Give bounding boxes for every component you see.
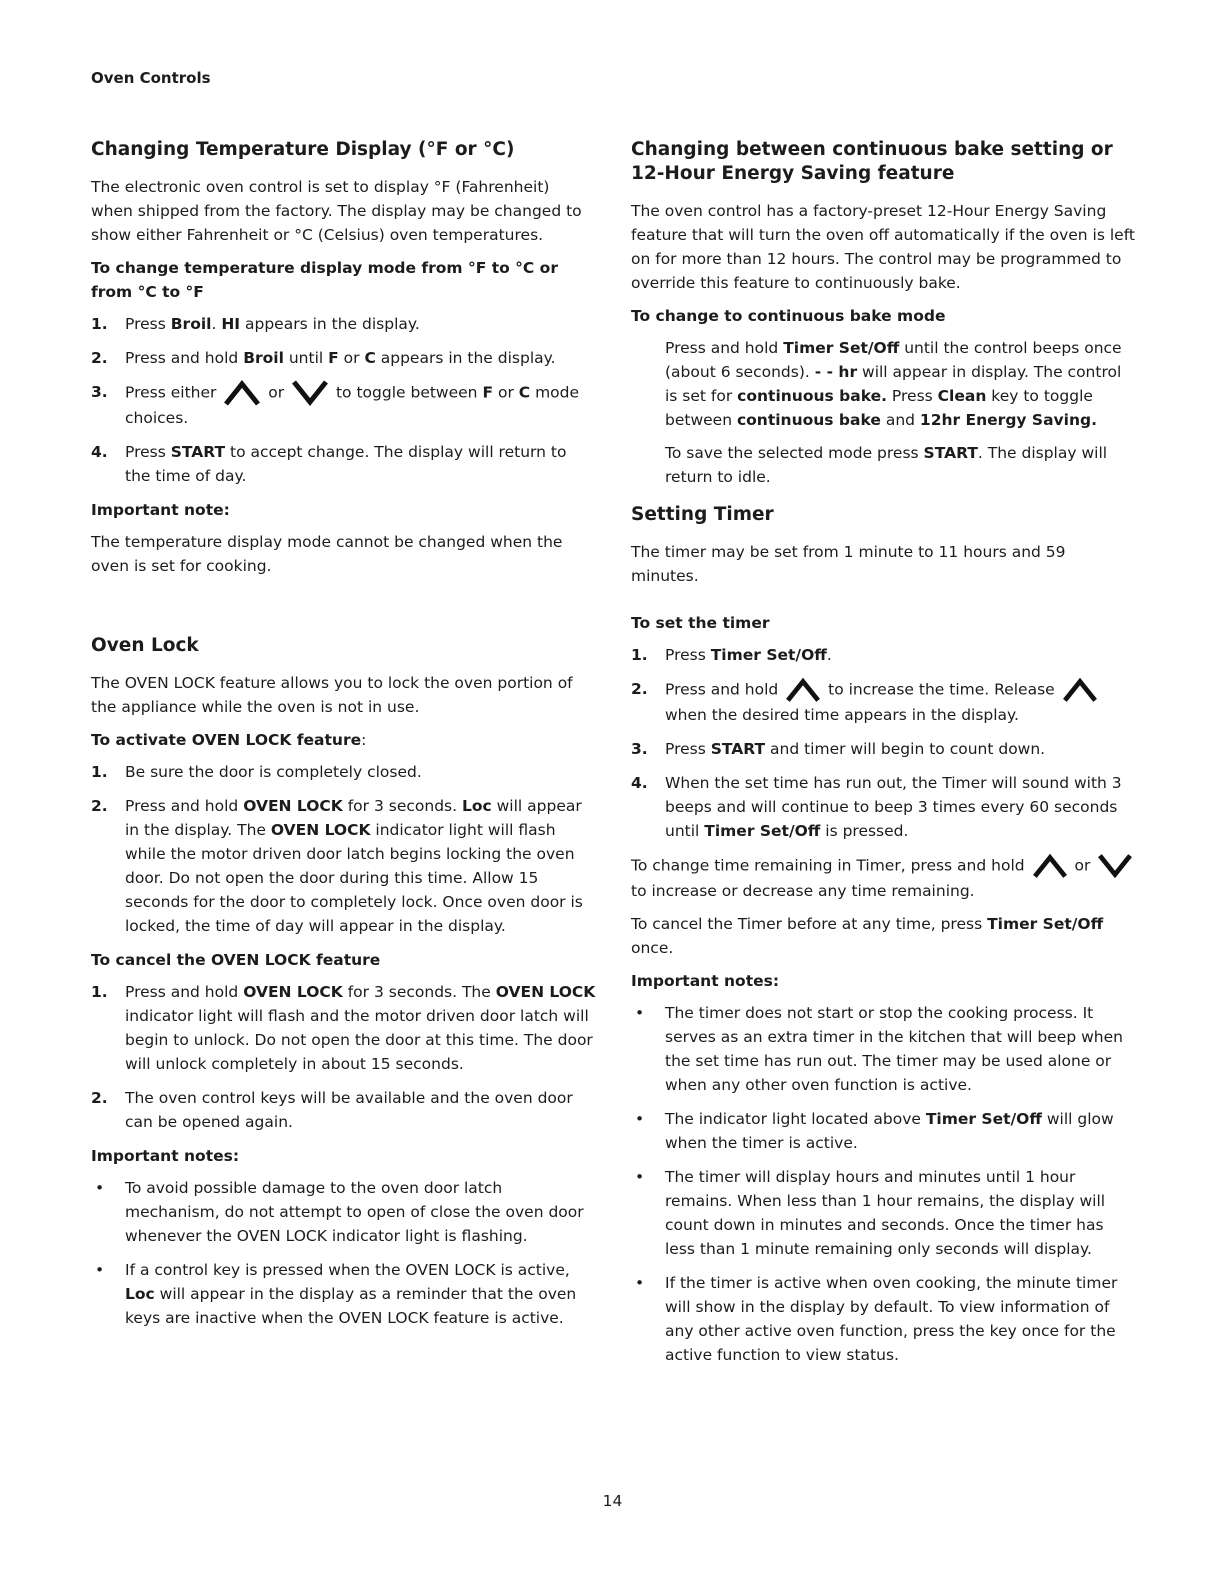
- up-arrow-icon: [224, 380, 260, 406]
- cancel-lock-steps: [91, 980, 596, 1134]
- list-item: [91, 1258, 596, 1330]
- step-text: until the control beeps once (about 6 seconds).: [665, 339, 1122, 381]
- step-text: Press and hold: [125, 983, 244, 1001]
- step-text: .: [826, 646, 832, 664]
- step-number: 1.: [91, 315, 108, 333]
- display-hr: - - hr: [814, 363, 858, 381]
- list-item: [91, 440, 596, 488]
- mode-continuous-bake: continuous bake.: [737, 387, 887, 405]
- step-number: 1.: [91, 983, 108, 1001]
- step-number: 2.: [631, 680, 648, 698]
- step-text: indicator light will flash and the motor driven door latch will begin to unlock. Do not open the door at this time. The door will unlock completely in about 15 seconds.: [125, 1007, 593, 1073]
- down-arrow-icon: [1098, 853, 1132, 879]
- cancel-lock-subtitle: To cancel the OVEN LOCK feature: [91, 951, 381, 969]
- temp-display-title: Changing Temperature Display (°F or °C): [91, 139, 515, 160]
- temp-display-steps: [91, 312, 596, 488]
- step-text: or: [268, 383, 285, 402]
- list-item: [631, 643, 1136, 667]
- lock-notes-list: [91, 1176, 596, 1330]
- display-c: C: [518, 383, 531, 402]
- step-number: 3.: [631, 740, 648, 758]
- up-arrow-icon: [786, 677, 820, 703]
- setting-timer-intro: The timer may be set from 1 minute to 11 hours and 59 minutes.: [631, 543, 1066, 585]
- list-item: [631, 1271, 1136, 1367]
- activate-lock-subtitle: [91, 728, 596, 752]
- subtitle-text: To activate OVEN LOCK feature: [91, 731, 362, 749]
- key-oven-lock: OVEN LOCK: [243, 983, 343, 1001]
- step-text: for 3 seconds. The: [342, 983, 496, 1001]
- body-text: to increase or decrease any time remaining.: [631, 882, 975, 900]
- up-arrow-icon: [1063, 677, 1097, 703]
- step-number: 4.: [631, 774, 648, 792]
- step-number: 2.: [91, 1089, 108, 1107]
- step-text: to increase the time. Release: [828, 680, 1055, 699]
- step-number: 1.: [91, 763, 108, 781]
- step-text: To save the selected mode press: [665, 444, 924, 462]
- key-start: START: [710, 740, 766, 758]
- section-spacer: [631, 597, 1136, 611]
- key-timer-set-off: Timer Set/Off: [987, 915, 1104, 933]
- body-text: To change time remaining in Timer, press and hold: [631, 856, 1025, 875]
- important-note-text: The temperature display mode cannot be changed when the oven is set for cooking.: [91, 533, 563, 575]
- oven-lock-title: Oven Lock: [91, 635, 199, 656]
- note-text: The timer will display hours and minutes until 1 hour remains. When less than 1 hour remains, the display will count down in minutes and seconds. Once the timer has less than 1 minute remaining only seconds will display.: [665, 1168, 1106, 1258]
- set-timer-steps: [631, 643, 1136, 843]
- step-text: or: [338, 349, 365, 367]
- activate-lock-steps: [91, 760, 596, 938]
- list-item: [91, 312, 596, 336]
- step-number: 1.: [631, 646, 648, 664]
- display-c: C: [364, 349, 376, 367]
- key-start: START: [170, 443, 226, 461]
- list-item: [91, 980, 596, 1076]
- display-loc: Loc: [125, 1285, 155, 1303]
- note-text: The indicator light located above: [665, 1110, 926, 1128]
- set-timer-subtitle: To set the timer: [631, 614, 770, 632]
- step-text: Be sure the door is completely closed.: [125, 763, 422, 781]
- bullet: •: [635, 1274, 645, 1292]
- section-spacer: [91, 587, 596, 634]
- timer-notes-list: [631, 1001, 1136, 1367]
- list-item: [631, 1107, 1136, 1155]
- step-text: Press: [665, 740, 711, 758]
- temp-display-intro: The electronic oven control is set to display °F (Fahrenheit) when shipped from the factory. The display may be changed to show either Fahrenheit or °C (Celsius) oven temperatures.: [91, 178, 582, 244]
- list-item: [631, 677, 1136, 727]
- bullet: •: [95, 1179, 105, 1197]
- step-text: appears in the display.: [240, 315, 420, 333]
- step-text: Press either: [125, 383, 217, 402]
- list-item: [91, 380, 596, 430]
- step-text: When the set time has run out, the Timer will sound with 3 beeps and will continue to beep 3 times every 60 seconds until: [665, 774, 1122, 840]
- step-text: will appear in display. The control is set for: [665, 363, 1122, 405]
- list-item: [91, 760, 596, 784]
- step-number: 2.: [91, 797, 108, 815]
- key-oven-lock: OVEN LOCK: [270, 821, 371, 839]
- list-item: [91, 794, 596, 938]
- bullet: •: [635, 1168, 645, 1186]
- step-text: for 3 seconds.: [342, 797, 462, 815]
- key-timer-set-off: Timer Set/Off: [783, 339, 900, 357]
- subtitle-colon: :: [361, 731, 367, 749]
- list-item: [91, 346, 596, 370]
- step-text: will appear in the display. The: [125, 797, 582, 839]
- note-text: To avoid possible damage to the oven door latch mechanism, do not attempt to open of close the oven door whenever the OVEN LOCK indicator light is flashing.: [125, 1179, 584, 1245]
- oven-lock-intro: The OVEN LOCK feature allows you to lock the oven portion of the appliance while the oven is not in use.: [91, 674, 573, 716]
- cancel-timer: [631, 912, 1136, 960]
- up-arrow-icon: [1033, 853, 1067, 879]
- note-text: If a control key is pressed when the OVEN LOCK is active,: [125, 1261, 570, 1279]
- body-text: or: [1074, 856, 1091, 875]
- body-text: To cancel the Timer before at any time, press: [631, 915, 988, 933]
- page-header: Oven Controls: [91, 69, 211, 87]
- bullet: •: [635, 1110, 645, 1128]
- step-text: is pressed.: [820, 822, 909, 840]
- key-broil: Broil: [243, 349, 284, 367]
- step-number: 4.: [91, 443, 108, 461]
- continuous-bake-title: Changing between continuous bake setting or 12-Hour Energy Saving feature: [631, 139, 1113, 184]
- list-item: [631, 1165, 1136, 1261]
- key-clean: Clean: [937, 387, 987, 405]
- key-oven-lock: OVEN LOCK: [495, 983, 596, 1001]
- lock-notes-title: Important notes:: [91, 1147, 240, 1165]
- step-text: Press and hold: [665, 680, 779, 699]
- step-text: Press and hold: [125, 349, 244, 367]
- display-f: F: [482, 383, 494, 402]
- step-number: 2.: [91, 349, 108, 367]
- note-text: If the timer is active when oven cooking, the minute timer will show in the display by default. To view information of any other active oven function, press the key once for the active function to view status.: [665, 1274, 1118, 1364]
- step-text: Press and hold: [665, 339, 784, 357]
- change-time-remaining: [631, 853, 1136, 903]
- body-text: once.: [631, 939, 674, 957]
- display-hi: HI: [221, 315, 241, 333]
- step-text: until: [283, 349, 329, 367]
- list-item: [91, 1086, 596, 1134]
- step-text: Press: [125, 443, 171, 461]
- display-loc: Loc: [461, 797, 492, 815]
- step-text: Press and hold: [125, 797, 244, 815]
- step-text: mode choices.: [125, 383, 580, 427]
- down-arrow-icon: [292, 380, 328, 406]
- bullet: •: [95, 1261, 105, 1279]
- step-text: .: [211, 315, 222, 333]
- mode-energy-saving: 12hr Energy Saving.: [919, 411, 1097, 429]
- key-start: START: [923, 444, 978, 462]
- bullet: •: [635, 1004, 645, 1022]
- step-text: to toggle between: [335, 383, 483, 402]
- list-item: [631, 1001, 1136, 1097]
- step-text: Press: [665, 646, 711, 664]
- setting-timer-title: Setting Timer: [631, 504, 774, 525]
- list-item: [91, 1176, 596, 1248]
- step-text: to accept change. The display will return to the time of day.: [125, 443, 567, 485]
- timer-notes-title: Important notes:: [631, 972, 780, 990]
- page-number: 14: [602, 1492, 623, 1510]
- display-f: F: [328, 349, 339, 367]
- step-text: indicator light will flash while the motor driven door latch begins locking the oven door. Do not open the door during this time. Allow 15 seconds for the door to completely lock. Once oven door is locked, the time of day will appear in the display.: [125, 821, 583, 935]
- note-text: The timer does not start or stop the cooking process. It serves as an extra timer in the kitchen that will beep when the set time has run out. The timer may be used alone or when any other oven function is active.: [665, 1004, 1123, 1094]
- continuous-bake-save: [631, 441, 1136, 489]
- temp-display-subtitle: To change temperature display mode from °F to °C or from °C to °F: [91, 259, 558, 301]
- left-column: [91, 138, 596, 1340]
- note-text: will glow when the timer is active.: [665, 1110, 1114, 1152]
- list-item: [631, 771, 1136, 843]
- key-timer-set-off: Timer Set/Off: [710, 646, 827, 664]
- right-column: [631, 138, 1136, 1377]
- step-text: and timer will begin to count down.: [765, 740, 1046, 758]
- important-note-title: Important note:: [91, 501, 230, 519]
- step-text: Press: [887, 387, 938, 405]
- step-number: 3.: [91, 383, 108, 401]
- step-text: The oven control keys will be available and the oven door can be opened again.: [125, 1089, 573, 1131]
- key-timer-set-off: Timer Set/Off: [925, 1110, 1042, 1128]
- step-text: or: [493, 383, 519, 402]
- step-text: appears in the display.: [375, 349, 556, 367]
- mode-continuous-bake: continuous bake: [736, 411, 881, 429]
- continuous-bake-subtitle: To change to continuous bake mode: [631, 307, 946, 325]
- step-text: Press: [125, 315, 171, 333]
- continuous-bake-instructions: [631, 336, 1136, 432]
- step-text: and: [880, 411, 920, 429]
- step-text: when the desired time appears in the display.: [665, 706, 1019, 724]
- key-oven-lock: OVEN LOCK: [243, 797, 343, 815]
- continuous-bake-intro: The oven control has a factory-preset 12-Hour Energy Saving feature that will turn the oven off automatically if the oven is left on for more than 12 hours. The control may be programmed to override this feature to continuously bake.: [631, 202, 1135, 292]
- step-text: key to toggle between: [665, 387, 1093, 429]
- note-text: will appear in the display as a reminder that the oven keys are inactive when the OVEN LOCK feature is active.: [125, 1285, 577, 1327]
- key-timer-set-off: Timer Set/Off: [704, 822, 821, 840]
- step-text: . The display will return to idle.: [665, 444, 1108, 486]
- list-item: [631, 737, 1136, 761]
- key-broil: Broil: [170, 315, 212, 333]
